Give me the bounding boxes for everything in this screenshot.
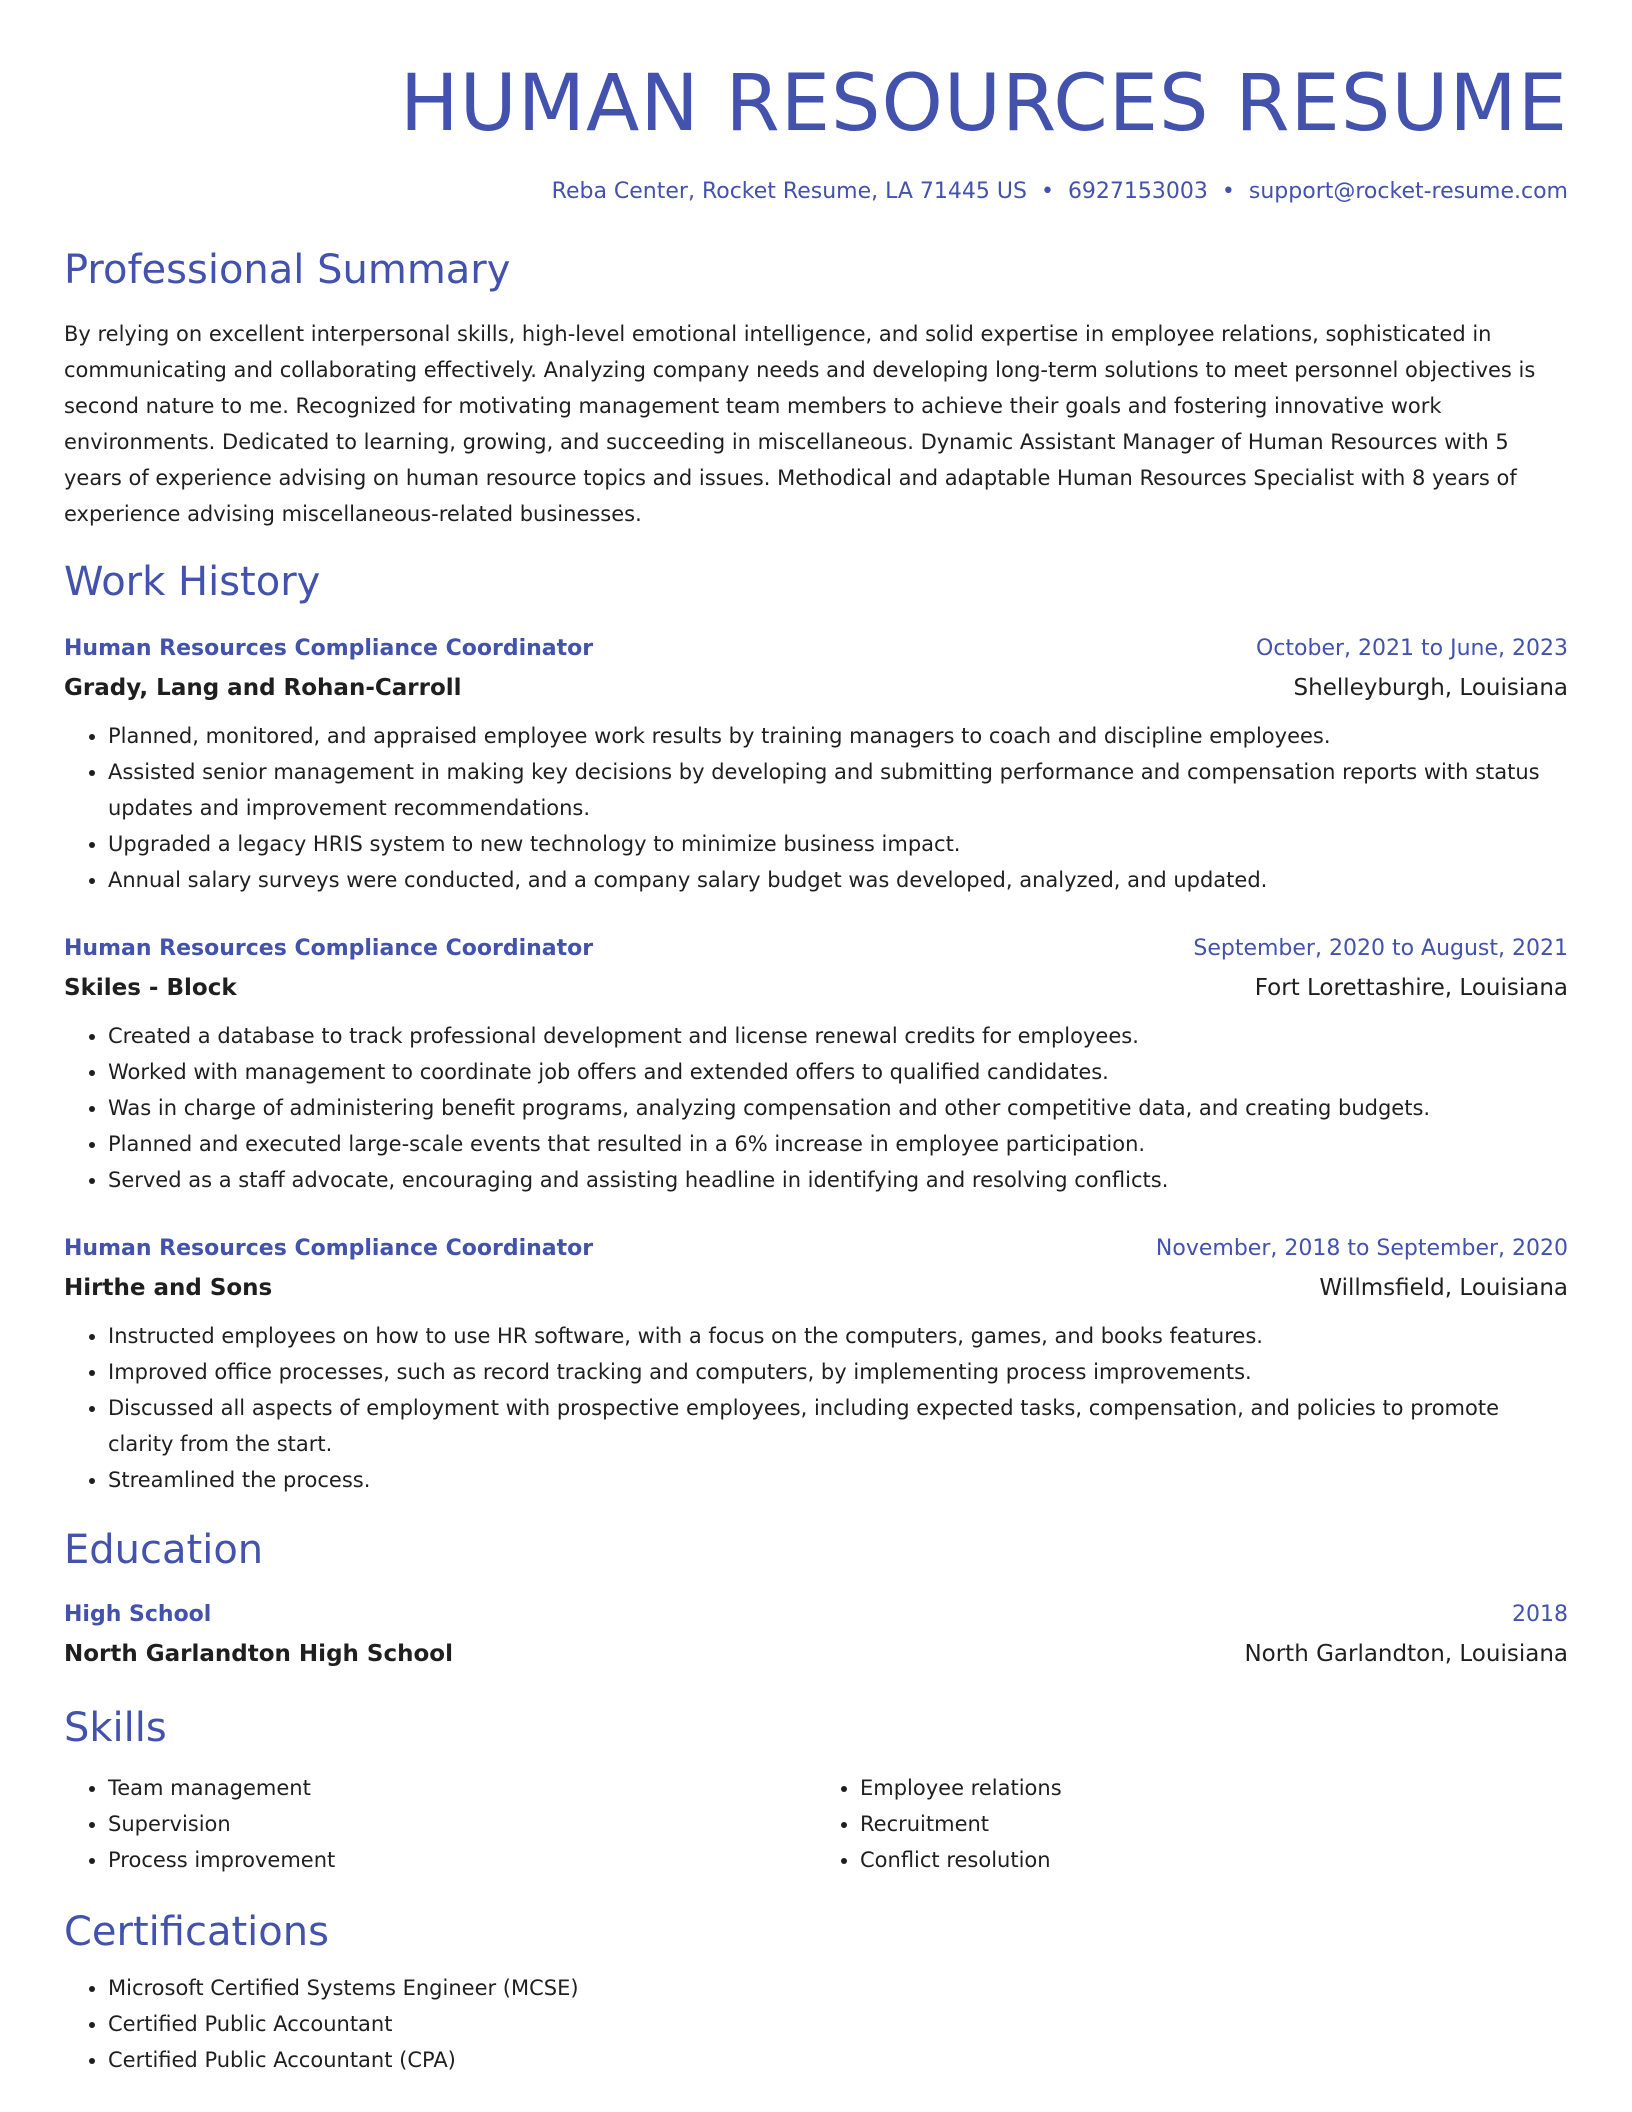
skills-list-right — [816, 1770, 1568, 1878]
certifications-list — [64, 1970, 1568, 2078]
contact-separator: • — [1040, 179, 1054, 204]
summary-section — [64, 242, 1568, 532]
certification-item: • Certified Public Accountant — [108, 2006, 1568, 2042]
job-bullets — [64, 718, 1568, 898]
work-history-section — [64, 554, 1568, 1498]
education-location: North Garlandton, Louisiana — [1244, 1641, 1568, 1667]
section-title-skills: Skills — [64, 1705, 167, 1751]
job-location: Willmsfield, Louisiana — [1319, 1275, 1568, 1301]
contact-email: support@rocket-resume.com — [1248, 179, 1568, 204]
certification-item: • Certified Public Accountant (CPA) — [108, 2042, 1568, 2078]
job-entry — [64, 1230, 1568, 1498]
education-year: 2018 — [1512, 1602, 1568, 1627]
skill-item: • Recruitment — [860, 1806, 1568, 1842]
education-degree: High School — [64, 1602, 212, 1627]
skill-item: • Process improvement — [108, 1842, 816, 1878]
education-school: North Garlandton High School — [64, 1641, 453, 1667]
job-bullet: • Created a database to track professional development and license renewal credits for employees. — [108, 1018, 1568, 1054]
skills-list-left — [64, 1770, 816, 1878]
skills-section — [64, 1700, 1568, 1878]
section-title-work-history: Work History — [64, 559, 321, 605]
job-dates: September, 2020 to August, 2021 — [1193, 936, 1568, 961]
job-dates: November, 2018 to September, 2020 — [1155, 1236, 1568, 1261]
job-company: Hirthe and Sons — [64, 1275, 273, 1301]
contact-address: Reba Center, Rocket Resume, LA 71445 US — [551, 179, 1027, 204]
education-section — [64, 1522, 1568, 1674]
skill-item: • Employee relations — [860, 1770, 1568, 1806]
job-title: Human Resources Compliance Coordinator — [64, 636, 594, 661]
job-location: Fort Lorettashire, Louisiana — [1254, 975, 1568, 1001]
job-location: Shelleyburgh, Louisiana — [1293, 675, 1568, 701]
job-bullet: • Served as a staff advocate, encouraging and assisting headline in identifying and resolving conflicts. — [108, 1162, 1568, 1198]
job-title: Human Resources Compliance Coordinator — [64, 1236, 594, 1261]
job-dates: October, 2021 to June, 2023 — [1256, 636, 1568, 661]
job-bullet: • Improved office processes, such as record tracking and computers, by implementing process improvements. — [108, 1354, 1568, 1390]
certifications-section — [64, 1904, 1568, 2078]
job-bullet: • Assisted senior management in making key decisions by developing and submitting performance and compensation reports with status updates and improvement recommendations. — [108, 754, 1568, 826]
job-bullets — [64, 1318, 1568, 1498]
contact-phone: 6927153003 — [1067, 179, 1208, 204]
job-bullet: • Worked with management to coordinate job offers and extended offers to qualified candidates. — [108, 1054, 1568, 1090]
job-bullet: • Upgraded a legacy HRIS system to new technology to minimize business impact. — [108, 826, 1568, 862]
job-bullet: • Annual salary surveys were conducted, and a company salary budget was developed, analyzed, and updated. — [108, 862, 1568, 898]
section-title-education: Education — [64, 1527, 264, 1573]
job-title: Human Resources Compliance Coordinator — [64, 936, 594, 961]
job-entry — [64, 930, 1568, 1198]
skills-grid — [64, 1770, 1568, 1878]
job-bullets — [64, 1018, 1568, 1198]
job-company: Skiles - Block — [64, 975, 237, 1001]
job-bullet: • Was in charge of administering benefit programs, analyzing compensation and other competitive data, and creating budgets. — [108, 1090, 1568, 1126]
job-bullet: • Streamlined the process. — [108, 1462, 1568, 1498]
certification-item: • Microsoft Certified Systems Engineer (MCSE) — [108, 1970, 1568, 2006]
skill-item: • Supervision — [108, 1806, 816, 1842]
job-company: Grady, Lang and Rohan-Carroll — [64, 675, 462, 701]
contact-separator: • — [1221, 179, 1235, 204]
job-bullet: • Instructed employees on how to use HR software, with a focus on the computers, games, and books features. — [108, 1318, 1568, 1354]
resume-title: HUMAN RESOURCES RESUME — [399, 59, 1568, 149]
job-entry — [64, 630, 1568, 898]
education-entry — [64, 1596, 1568, 1674]
contact-line — [64, 176, 1568, 208]
section-title-summary: Professional Summary — [64, 247, 511, 293]
job-bullet: • Planned and executed large-scale events that resulted in a 6% increase in employee participation. — [108, 1126, 1568, 1162]
skill-item: • Team management — [108, 1770, 816, 1806]
summary-text: By relying on excellent interpersonal skills, high-level emotional intelligence, and solid expertise in employee relations, sophisticated in communicating and collaborating effectively. Analyzing company needs and developing long-term solutions to meet personnel objectives is second nature to me. Recognized for motivating management team members to achieve their goals and fostering innovative work environments. Dedicated to learning, growing, and succeeding in miscellaneous. Dynamic Assistant Manager of Human Resources with 5 years of experience advising on human resource topics and issues. Methodical and adaptable Human Resources Specialist with 8 years of experience advising miscellaneous-related businesses. — [64, 322, 1536, 526]
section-title-certifications: Certifications — [64, 1909, 329, 1955]
skill-item: • Conflict resolution — [860, 1842, 1568, 1878]
job-bullet: • Planned, monitored, and appraised employee work results by training managers to coach and discipline employees. — [108, 718, 1568, 754]
job-bullet: • Discussed all aspects of employment with prospective employees, including expected tasks, compensation, and policies to promote clarity from the start. — [108, 1390, 1568, 1462]
